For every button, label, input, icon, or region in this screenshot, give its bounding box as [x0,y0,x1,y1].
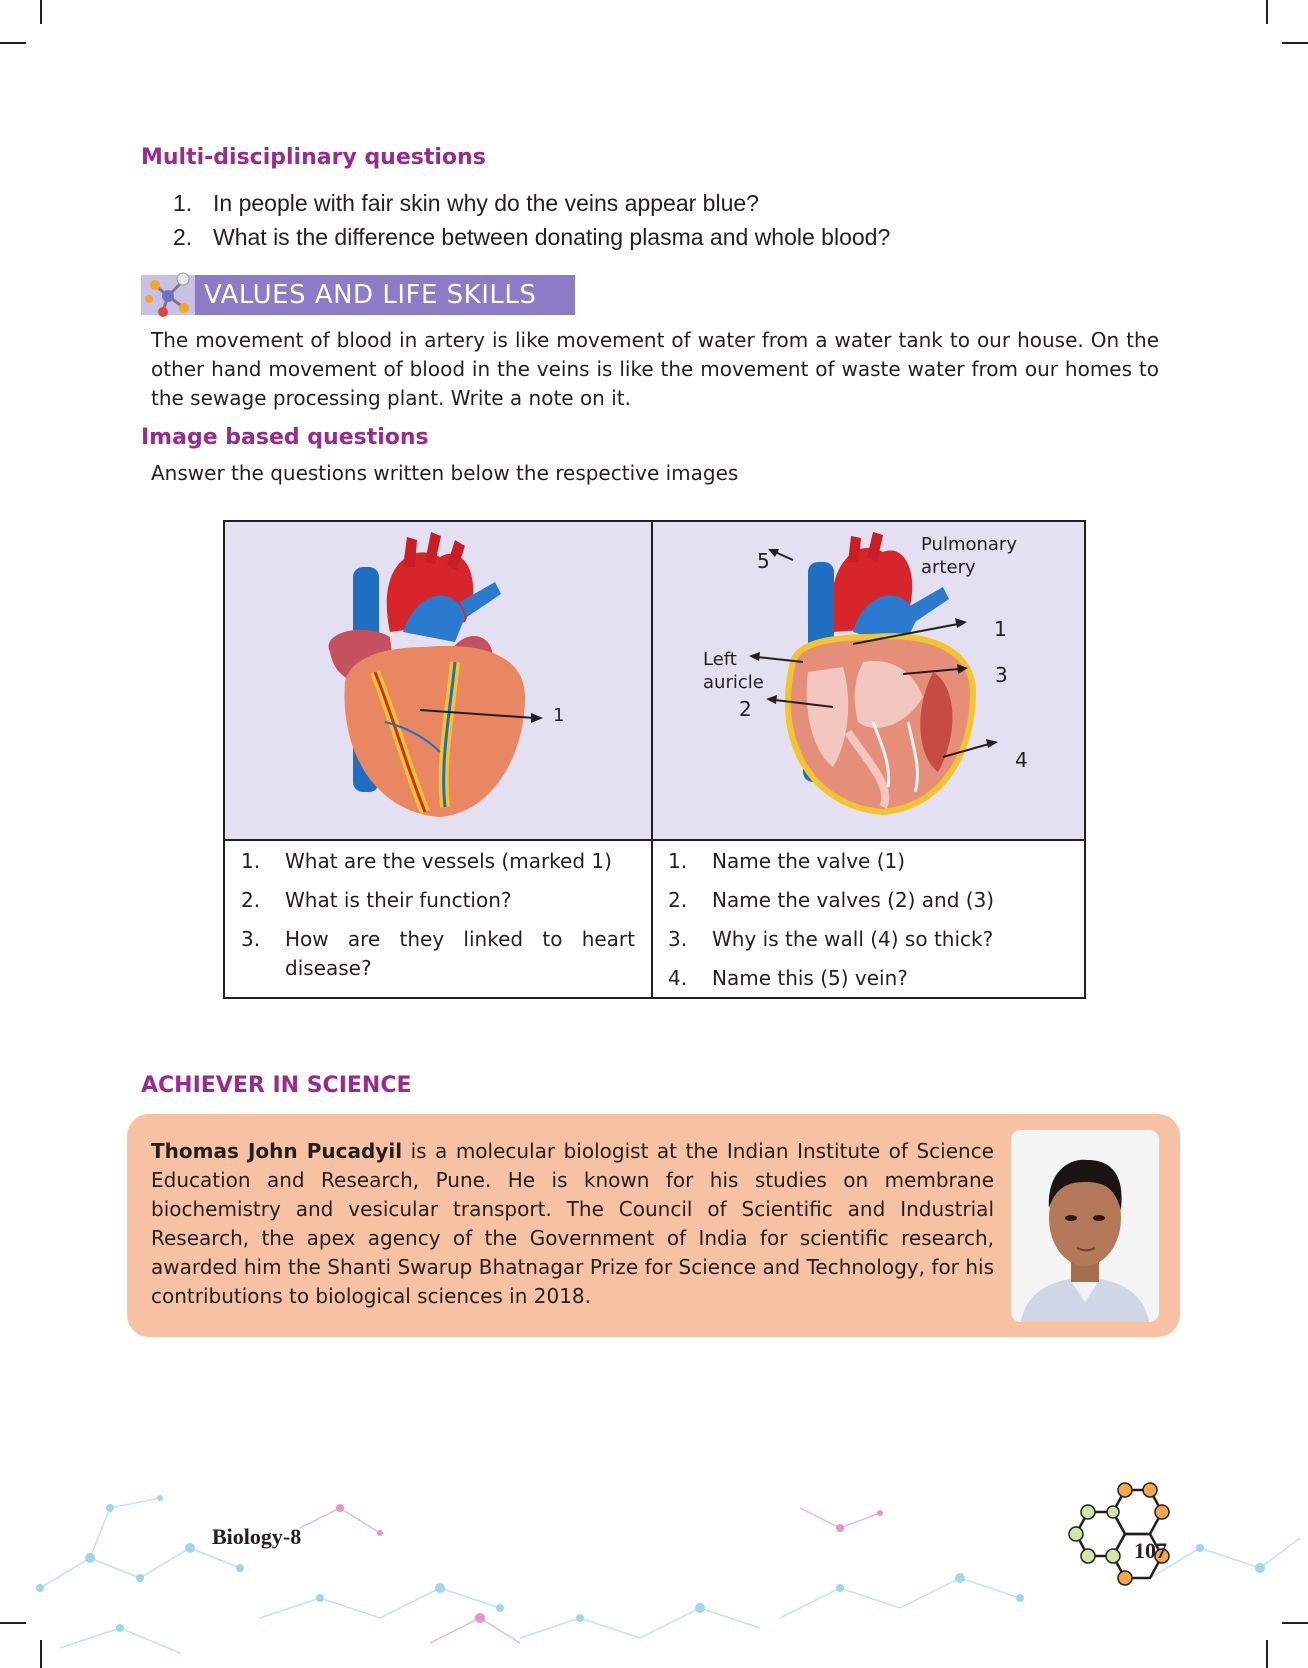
achiever-name: Thomas John Pucadyil [151,1139,403,1163]
figure-label-5: 5 [757,549,770,573]
list-item-number: 2. [241,888,261,912]
image-based-heading: Image based questions [141,425,429,450]
right-question-list [668,847,1068,1003]
image-based-intro: Answer the questions written below the respective images [151,461,739,485]
multidisciplinary-heading: Multi-disciplinary questions [141,145,486,170]
list-item-number: 3. [241,927,261,951]
crop-mark [0,42,26,44]
figure-label-auricle: auricle [703,672,764,693]
list-item-text: What is the difference between donating plasma and whole blood? [213,224,891,250]
question-table [223,520,1086,999]
achiever-description: is a molecular biologist at the Indian Institute of Science Education and Research, Pune. He is known for his studies on membrane biochemistry and vesicular transport. The Council of Scientific and Industrial Research, the apex agency of the Government of India for scientific research, awarded him the Shanti Swarup Bhatnagar Prize for Science and Technology, for his contributions to biological sciences in 2018. [151,1139,994,1308]
achiever-paragraph [151,1137,994,1311]
left-question-list [241,847,636,993]
list-item-text: What are the vessels (marked 1) [285,849,612,873]
list-item-text: In people with fair skin why do the veins appear blue? [213,190,759,216]
table-divider [651,522,653,999]
book-title: Biology-8 [212,1524,302,1549]
list-item-text: Name this (5) vein? [712,966,908,990]
values-paragraph: The movement of blood in artery is like movement of water from a water tank to our house. On the other hand movement of blood in the veins is like the movement of waste water from our homes to the sewage processing plant. Write a note on it. [151,328,1159,410]
list-item-text: Name the valves (2) and (3) [712,888,995,912]
list-item-number: 2. [173,224,193,250]
portrait-image [1011,1130,1159,1322]
list-item [668,847,1068,876]
multidisciplinary-list [173,186,890,254]
list-item [173,220,890,254]
list-item [241,925,636,983]
figure-label-2: 2 [739,697,752,721]
list-item-number: 2. [668,888,688,912]
figure-label-pulmonary: Pulmonary [921,534,1017,555]
achiever-photo [1011,1130,1159,1322]
heart-exterior-figure [225,522,651,839]
list-item-number: 3. [668,927,688,951]
figure-label-artery: artery [921,557,976,578]
crop-mark [40,0,42,24]
list-item-text: What is their function? [285,888,512,912]
values-title: VALUES AND LIFE SKILLS [204,280,537,310]
list-item-text: How are they linked to heart disease? [285,927,635,980]
list-item-number: 1. [668,849,688,873]
molecule-network-decoration [0,1468,1308,1668]
table-divider [225,839,1084,841]
molecule-icon [141,269,195,321]
list-item [241,886,636,915]
figure-label-1: 1 [994,617,1007,641]
achiever-heading: ACHIEVER IN SCIENCE [141,1073,412,1098]
left-figure-cell [225,522,651,839]
page-number: 107 [1134,1538,1167,1563]
list-item-text: Name the valve (1) [712,849,906,873]
list-item [668,964,1068,993]
list-item-number: 4. [668,966,688,990]
figure-label-3: 3 [995,663,1008,687]
list-item [173,186,890,220]
list-item [241,847,636,876]
crop-mark [1266,0,1268,24]
values-banner [141,275,575,315]
figure-label-4: 4 [1015,748,1028,772]
right-figure-cell [653,522,1084,839]
list-item [668,886,1068,915]
figure-label-left: Left [703,649,737,670]
list-item-number: 1. [173,190,193,216]
figure-label-1: 1 [553,705,565,726]
list-item [668,925,1068,954]
list-item-text: Why is the wall (4) so thick? [712,927,994,951]
list-item-number: 1. [241,849,261,873]
crop-mark [1282,42,1308,44]
